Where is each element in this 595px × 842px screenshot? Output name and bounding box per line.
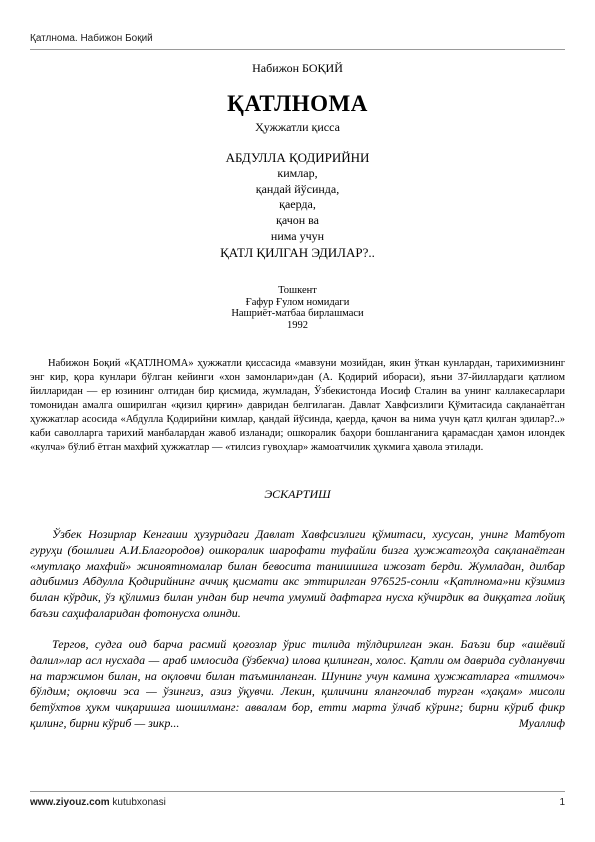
author-signature: Муаллиф — [518, 716, 565, 730]
question-line: қаерда, — [279, 197, 316, 212]
question-line: АБДУЛЛА ҚОДИРИЙНИ — [225, 150, 370, 165]
footer-divider — [30, 791, 565, 792]
imprint-city: Тошкент — [278, 285, 317, 296]
imprint-year: 1992 — [287, 319, 308, 331]
question-line: нима учун — [270, 228, 325, 243]
book-subtitle: Ҳужжатли қисса — [255, 120, 340, 134]
title-question-block — [0, 150, 595, 261]
abstract-paragraph: Набижон Боқий «ҚАТЛНОМА» ҳужжатли қиссасида «мавзуни мозийдан, якин ўткан кунлардан, тарихимизнинг энг кир, қора кунлари бўлган кейинги «хон замонлари»дан (А. Қодирий ибораси), яъни 37-йиллардаги қатлиом йилларидан — ер юзининг олтидан бир қисмида, жумладан, Ўзбекистонда Иосиф Сталин ва унинг каллакесарлари томонидан амалга оширилган «қизил қирғин» давридан белгилаган. Давлат Хавфсизлиги Қўмитасида сақланаётган ҳужжатлар асосида «Абдулла Қодирийни кимлар, қандай йўсинда, қаерда, қачон ва нима учун қатл қилган эдилар?..» каби саволларга тарихий манбалардан жавоб изланади; ошкоралик баҳори бошланганига қарамасдан ҳамон илондек «кулча» бўлиб ётган махфий ҳужжатлар — «тилсиз гувоҳлар» жамоатчилик ҳукмига ҳавола этилади. — [30, 358, 565, 453]
imprint-publisher-line: Ғафур Ғулом номидаги — [245, 296, 350, 308]
book-title: ҚАТЛНОМА — [227, 91, 368, 116]
author-note-paragraph: Тергов, судга оид барча расмий қоғозлар ўрис тилида тўлдирилган экан. Баъзи бир «ашёвий далил»лар асл нусхада — араб имлосида (ўзбекча) илова қилинган, холос. Қатли ом даврида судланувчи на таржимон билан, на оқловчи билан таъминланган. Шунинг учун камина ҳужжатларга «тилмоч» бўлдим; оқловчи эса — ўзингиз, азиз ўқувчи. Лекин, қиличини ялангочлаб турган «ҳақам» мисоли бетўхтов ҳукм чиқаришга шошилманг: аввалам бор, етти марта ўлчаб кўринг; бирни кўриб фикр қилинг, бирни кўриб — зикр... — [30, 637, 565, 730]
page-number: 1 — [559, 797, 565, 808]
question-line: кимлар, — [277, 165, 318, 180]
publisher-imprint — [0, 285, 595, 331]
imprint-publisher-line: Нашриёт-матбаа бирлашмаси — [231, 308, 364, 319]
footer-site-link[interactable]: www.ziyouz.com — [30, 797, 110, 808]
footer-library-label: kutubxonasi — [112, 797, 166, 808]
footer-source — [30, 797, 166, 808]
question-line: ҚАТЛ ҚИЛГАН ЭДИЛАР?.. — [220, 244, 375, 260]
header-divider — [30, 49, 565, 50]
running-header: Қатлнома. Набижон Боқий — [30, 33, 153, 44]
author-name: Набижон БОҚИЙ — [252, 61, 343, 75]
question-line: қачон ва — [276, 213, 319, 228]
author-note-heading: ЭСКАРТИШ — [264, 487, 331, 501]
author-note-paragraph: Ўзбек Нозирлар Кенгаши ҳузуридаги Давлат Хавфсизлиги қўмитаси, хусусан, унинг Матбуот гуруҳи (бошлиғи А.И.Благородов) ошкоралик шарофати туфайли бизга ҳужжатгоҳда сақланаётган «мутлақо махфий» жиноятномалар билан бевосита танишишга ижозат берди. Жумладан, дилбар адибимиз Абдулла Қодирийнинг аччиқ қисмати акс эттирилган 976525-сонли «Қатлнома»ни кўзимиз билан кўрдик, ўз қўлимиз билан ундан бир нечта умумий дафтарга нусха кўчирдик ва диққатга лойиқ баъзи саҳифаларидан фотонусха олинди. — [30, 527, 565, 620]
question-line: қандай йўсинда, — [255, 181, 340, 196]
